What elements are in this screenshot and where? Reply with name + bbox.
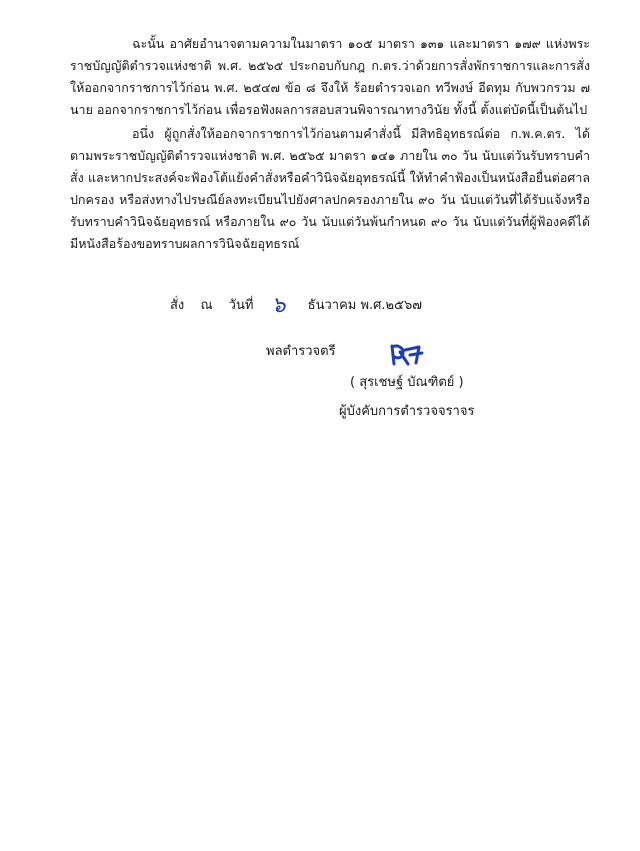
signatory-position: ผู้บังคับการตำรวจจราจร bbox=[339, 404, 475, 419]
paragraph-order bbox=[70, 33, 590, 121]
order-date-line bbox=[170, 284, 422, 319]
signatory-name: ( สุรเชษฐ์ บัณฑิตย์ ) bbox=[350, 375, 464, 390]
ordered-word: สั่ง bbox=[170, 298, 185, 313]
paragraph-appeal-text: อนึ่ง ผู้ถูกสั่งให้ออกจากราชการไว้ก่อนตามคำสั่งนี้ มีสิทธิอุทธรณ์ต่อ ก.พ.ค.ตร. ได้ตามพระราชบัญญัติตำรวจแห่งชาติ พ.ศ. ๒๕๖๕ มาตรา ๑๔๑ ภายใน ๓๐ วัน นับแต่วันรับทราบคำสั่ง และหากประสงค์จะฟ้องโต้แย้งคำสั่งหรือคำวินิจฉัยอุทธรณ์นี้ ให้ทำคำฟ้องเป็นหนังสือยื่นต่อศาลปกครอง หรือส่งทางไปรษณีย์ลงทะเบียนไปยังศาลปกครองภายใน ๙๐ วัน นับแต่วันที่ได้รับแจ้งหรือรับทราบคำวินิจฉัยอุทธรณ์ หรือภายใน ๙๐ วัน นับแต่วันพ้นกำหนด ๙๐ วัน นับแต่วันที่ผู้ฟ้องคดีได้มีหนังสือร้องขอทราบผลการวินิจฉัยอุทธรณ์ bbox=[70, 126, 590, 251]
signatory-rank: พลตำรวจตรี bbox=[266, 344, 336, 359]
month-year: ธันวาคม พ.ศ.๒๕๖๗ bbox=[307, 298, 422, 313]
handwritten-day: ๖ bbox=[271, 293, 286, 318]
at-word: ณ bbox=[200, 298, 213, 313]
paragraph-order-text: ฉะนั้น อาศัยอำนาจตามความในมาตรา ๑๐๕ มาตรา ๑๓๑ และมาตรา ๑๗๙ แห่งพระราชบัญญัติตำรวจแห่งชาติ พ.ศ. ๒๕๖๕ ประกอบกับกฎ ก.ตร.ว่าด้วยการสั่งพักราชการและการสั่งให้ออกจากราชการไว้ก่อน พ.ศ. ๒๕๔๗ ข้อ ๘ จึงให้ ร้อยตำรวจเอก ทวีพงษ์ อีดทุม กับพวกรวม ๗ นาย ออกจากราชการไว้ก่อน เพื่อรอฟังผลการสอบสวนพิจารณาทางวินัย ทั้งนี้ ตั้งแต่บัดนี้เป็นต้นไป bbox=[70, 36, 590, 117]
handwritten-signature bbox=[386, 338, 426, 368]
day-label: วันที่ bbox=[228, 298, 254, 313]
paragraph-appeal-rights bbox=[70, 123, 590, 255]
